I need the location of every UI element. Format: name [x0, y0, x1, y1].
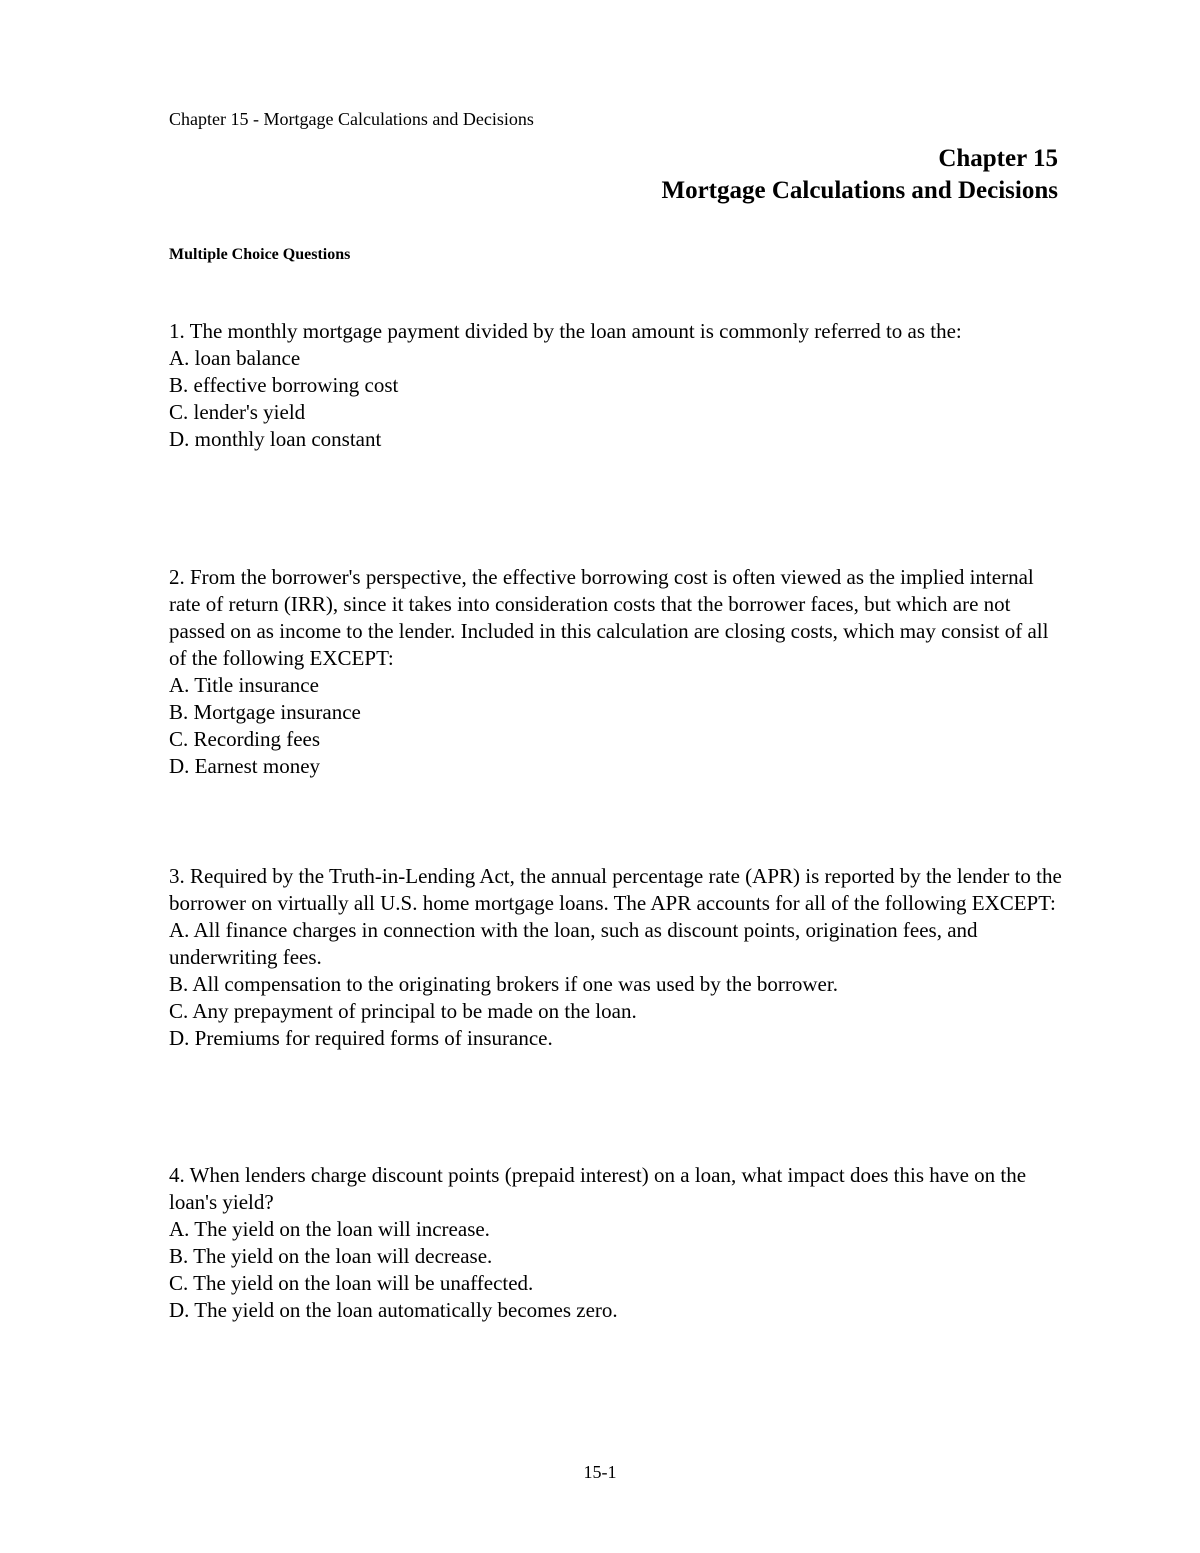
question-2 [169, 564, 1064, 780]
question-3 [169, 863, 1064, 1052]
option-b: B. Mortgage insurance [169, 700, 361, 724]
option-d: D. Premiums for required forms of insurance. [169, 1026, 553, 1050]
option-d: D. monthly loan constant [169, 427, 382, 451]
option-a: A. loan balance [169, 346, 301, 370]
option-a: A. The yield on the loan will increase. [169, 1217, 490, 1241]
option-d: D. The yield on the loan automatically becomes zero. [169, 1298, 618, 1322]
page-number: 15-1 [583, 1462, 617, 1482]
option-d: D. Earnest money [169, 754, 321, 778]
question-4 [169, 1162, 1064, 1324]
chapter-number: Chapter 15 [938, 145, 1058, 172]
option-c: C. The yield on the loan will be unaffected. [169, 1271, 534, 1295]
question-stem: 2. From the borrower's perspective, the effective borrowing cost is often viewed as the implied internal rate of return (IRR), since it takes into consideration costs that the borrower faces, but which are not passed on as income to the lender. Included in this calculation are closing costs, which may consist of all of the following EXCEPT: [169, 565, 1049, 670]
question-1 [169, 318, 1064, 453]
option-a: A. All finance charges in connection with the loan, such as discount points, origination fees, and underwriting fees. [169, 918, 978, 969]
question-stem: 1. The monthly mortgage payment divided by the loan amount is commonly referred to as the: [169, 319, 962, 343]
chapter-title: Mortgage Calculations and Decisions [661, 177, 1058, 204]
option-a: A. Title insurance [169, 673, 319, 697]
chapter-title-block [661, 143, 1058, 207]
question-stem: 3. Required by the Truth-in-Lending Act, the annual percentage rate (APR) is reported by the lender to the borrower on virtually all U.S. home mortgage loans. The APR accounts for all of the following EXCEPT: [169, 864, 1062, 915]
running-header: Chapter 15 - Mortgage Calculations and Decisions [169, 109, 534, 129]
option-c: C. Recording fees [169, 727, 321, 751]
option-c: C. Any prepayment of principal to be made on the loan. [169, 999, 637, 1023]
option-b: B. The yield on the loan will decrease. [169, 1244, 493, 1268]
option-b: B. effective borrowing cost [169, 373, 399, 397]
option-c: C. lender's yield [169, 400, 306, 424]
option-b: B. All compensation to the originating brokers if one was used by the borrower. [169, 972, 838, 996]
question-stem: 4. When lenders charge discount points (prepaid interest) on a loan, what impact does this have on the loan's yield? [169, 1163, 1027, 1214]
section-heading: Multiple Choice Questions [169, 246, 351, 263]
